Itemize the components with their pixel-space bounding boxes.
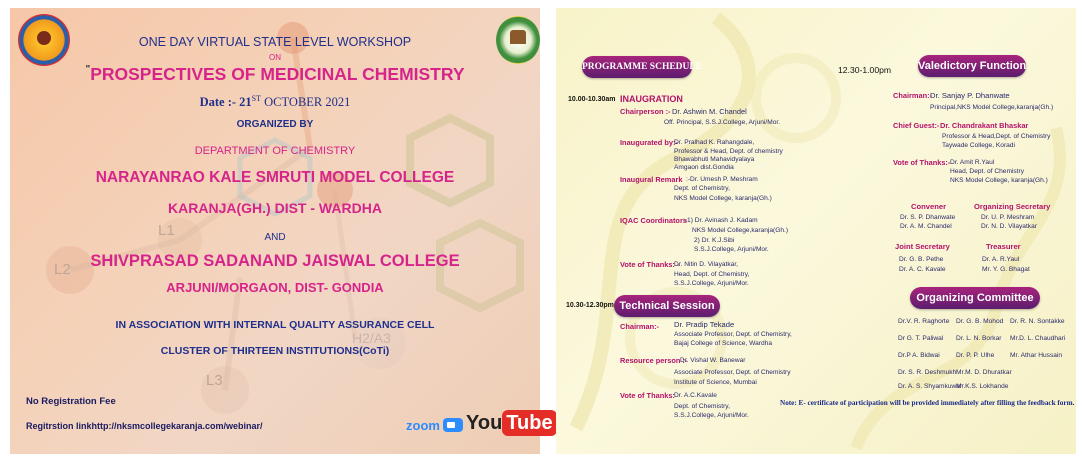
workshop-date [10, 94, 540, 110]
organizing-committee-header: Organizing Committee [910, 287, 1040, 309]
tech-chairman-college: Bajaj College of Science, Wardha [674, 340, 772, 347]
committee-member: Mr.D. L. Chaudhari [1010, 335, 1066, 342]
iqac-label: IQAC Coordinators [620, 216, 687, 225]
college-1-name: NARAYANRAO KALE SMRUTI MODEL COLLEGE [95, 169, 455, 186]
joint-secretary-1: Dr. G. B. Pethe [899, 256, 944, 263]
inaugural-remark-2: Dept. of Chemistry, [674, 185, 730, 192]
inaugurated-by-3: Bhawabhuti Mahavidyalaya [674, 156, 755, 163]
tech-chairman-name: Dr. Pradip Tekade [674, 320, 735, 329]
committee-member: Dr. S. R. Deshmukh [898, 369, 957, 376]
youtube-you: You [466, 412, 503, 434]
iqac-2: NKS Model College,karanja(Gh.) [692, 227, 789, 234]
val-vote-college: NKS Model College, karanja(Gh.) [950, 177, 1048, 184]
college-2-name: SHIVPRASAD SADANAND JAISWAL COLLEGE [90, 252, 460, 270]
zoom-logo [406, 414, 463, 436]
valedictory-header: Valedictory Function [918, 55, 1026, 77]
committee-member: Mr.K.S. Lokhande [956, 383, 1009, 390]
vote-of-thanks-1-role: Head, Dept. of Chemistry, [674, 271, 750, 278]
youtube-tube: Tube [502, 410, 556, 436]
certificate-note: Note: E- certificate of participation will be provided immediately after filling the feedback form. [780, 399, 1075, 407]
workshop-on: ON [269, 53, 281, 62]
chief-guest-name: Dr. Chandrakant Bhaskar [940, 121, 1029, 130]
workshop-title [10, 64, 540, 85]
cluster-text: CLUSTER OF THIRTEEN INSTITUTIONS(CoTi) [160, 345, 390, 357]
treasurer-1: Dr. A. R.Yaul [982, 256, 1020, 263]
technical-session-time: 10.30-12.30pm [566, 302, 614, 309]
committee-member: Mr. Athar Hussain [1010, 352, 1063, 359]
workshop-type: ONE DAY VIRTUAL STATE LEVEL WORKSHOP [138, 35, 412, 49]
title-quote: " [85, 64, 91, 75]
date-suffix: OCTOBER 2021 [261, 95, 351, 110]
college-1-location: KARANJA(GH.) DIST - WARDHA [168, 200, 382, 216]
vote-of-thanks-1-name: Dr. Nitin D. Vilayatkar, [674, 261, 739, 268]
date-prefix: Date :- 21 [199, 95, 252, 110]
inauguration-title: INAUGRATION [620, 94, 683, 104]
joint-secretary-heading: Joint Secretary [895, 242, 950, 251]
committee-member: Dr. A. S. Shyamkuwar [898, 383, 963, 390]
bg-label-l3: L3 [206, 372, 223, 389]
resource-person-college: Institute of Science, Mumbai [674, 379, 757, 386]
programme-schedule-panel [556, 8, 1076, 454]
inaugural-remark-1: :-Dr. Umesh P. Meshram [686, 176, 758, 183]
organizing-secretary-2: Dr. N. D. Vilayatkar [981, 223, 1037, 230]
committee-member: Dr. R. N. Sontakke [1010, 318, 1065, 325]
resource-person-name: Dr. Vishal W. Banewar [680, 357, 746, 364]
bg-label-l1: L1 [158, 222, 175, 239]
zoom-text: zoom [406, 417, 440, 433]
inaugurated-by-1: Dr. Pralhad K. Rahangdale, [674, 139, 755, 146]
organized-by: ORGANIZED BY [236, 119, 314, 130]
convener-heading: Convener [911, 202, 947, 211]
chief-guest-label: Chief Guest:- [893, 121, 940, 130]
chairperson-role: Off. Principal, S.S.J.College, Arjuni/Mor. [664, 119, 781, 126]
iqac-4: S.S.J.College, Arjuni/Mor. [694, 246, 769, 253]
chairperson-label: Chairperson :- [620, 107, 671, 116]
vote-of-thanks-2-college: S.S.J.College, Arjuni/Mor. [674, 412, 749, 419]
organizing-secretary-heading: Organizing Secretary [974, 202, 1051, 211]
val-vote-role: Head, Dept. of Chemistry [950, 168, 1025, 175]
workshop-poster [10, 8, 553, 454]
treasurer-heading: Treasurer [986, 242, 1021, 251]
inaugural-remark-3: NKS Model College, karanja(Gh.) [674, 195, 772, 202]
treasurer-2: Mr. Y. G. Bhagat [982, 266, 1030, 273]
valedictory-time: 12.30-1.00pm [838, 65, 892, 75]
department: DEPARTMENT OF CHEMISTRY [194, 145, 356, 157]
chairperson-name: Dr. Ashwin M. Chandel [672, 107, 747, 116]
committee-member: Mr.M. D. Dhuratkar [956, 369, 1012, 376]
registration-link[interactable]: Regitrstion linkhttp://nksmcollegekaranja.com/webinar/ [26, 421, 263, 431]
inauguration-time: 10.00-10.30am [568, 96, 616, 103]
date-sup: ST [251, 94, 262, 103]
and-label: AND [264, 232, 286, 243]
convener-2: Dr. A. M. Chandel [900, 223, 952, 230]
vote-of-thanks-2-name: Dr. A.C.Kavale [674, 392, 717, 399]
bg-label-h2a3: H2/A3 [352, 330, 391, 346]
joint-secretary-2: Dr. A. C. Kavale [899, 266, 946, 273]
iqac-1: :-1) Dr. Avinash J. Kadam [683, 217, 758, 224]
inaugurated-by-4: Amgaon dist.Gondia [674, 164, 734, 171]
vote-of-thanks-1-college: S.S.J.College, Arjuni/Mor. [674, 280, 749, 287]
vote-of-thanks-2-label: Vote of Thanks: [620, 391, 675, 400]
resource-person-label: Resource person :- [620, 356, 688, 365]
workshop-title-text: PROSPECTIVES OF MEDICINAL CHEMISTRY [90, 64, 465, 84]
inaugural-remark-label: Inaugural Remark [620, 175, 683, 184]
bg-label-l2: L2 [54, 261, 71, 278]
vote-of-thanks-2-role: Dept. of Chemistry, [674, 403, 730, 410]
val-chairman-name: Dr. Sanjay P. Dhanwate [930, 91, 1010, 100]
val-vote-label: Vote of Thanks:- [893, 158, 951, 167]
inaugurated-by-label: Inaugurated by:- [620, 138, 678, 147]
association-text: IN ASSOCIATION WITH INTERNAL QUALITY ASSURANCE CELL [115, 319, 435, 331]
tech-chairman-label: Chairman:- [620, 322, 660, 331]
val-chairman-label: Chairman:- [893, 91, 933, 100]
committee-member: Dr. P. P. Ulhe [956, 352, 995, 359]
college-2-location: ARJUNI/MORGAON, DIST- GONDIA [166, 280, 384, 295]
resource-person-role: Associate Professor, Dept. of Chemistry [674, 369, 791, 376]
val-vote-name: Dr. Amit R.Yaul [950, 159, 995, 166]
programme-schedule-header: PROGRAMME SCHEDULE [582, 56, 692, 78]
committee-member: Dr. G. B. Mohod [956, 318, 1004, 325]
iqac-3: 2) Dr. K.J.Sibi [694, 237, 735, 244]
chief-guest-college: Taywade College, Koradi [942, 142, 1015, 149]
organizing-secretary-1: Dr. U. P. Meshram [981, 214, 1035, 221]
no-registration-fee: No Registration Fee [26, 396, 116, 407]
inaugurated-by-2: Professor & Head, Dept. of chemistry [674, 148, 783, 155]
tech-chairman-role: Associate Professor, Dept. of Chemistry, [674, 331, 792, 338]
committee-member: Dr. L. N. Borkar [956, 335, 1002, 342]
committee-member: Dr G. T. Paliwal [898, 335, 944, 342]
youtube-logo [466, 410, 557, 436]
vote-of-thanks-1-label: Vote of Thanks: - [620, 260, 680, 269]
val-chairman-role: Principal,NKS Model College,karanja(Gh.) [930, 104, 1054, 111]
chief-guest-role: Professor & Head,Dept. of Chemistry [942, 133, 1051, 140]
committee-member: Dr.V. R. Raghorte [898, 318, 950, 325]
convener-1: Dr. S. P. Dhanwate [900, 214, 956, 221]
zoom-camera-icon [443, 418, 463, 432]
committee-member: Dr.P A. Bidwai [898, 352, 940, 359]
technical-session-header: Technical Session [614, 295, 720, 317]
